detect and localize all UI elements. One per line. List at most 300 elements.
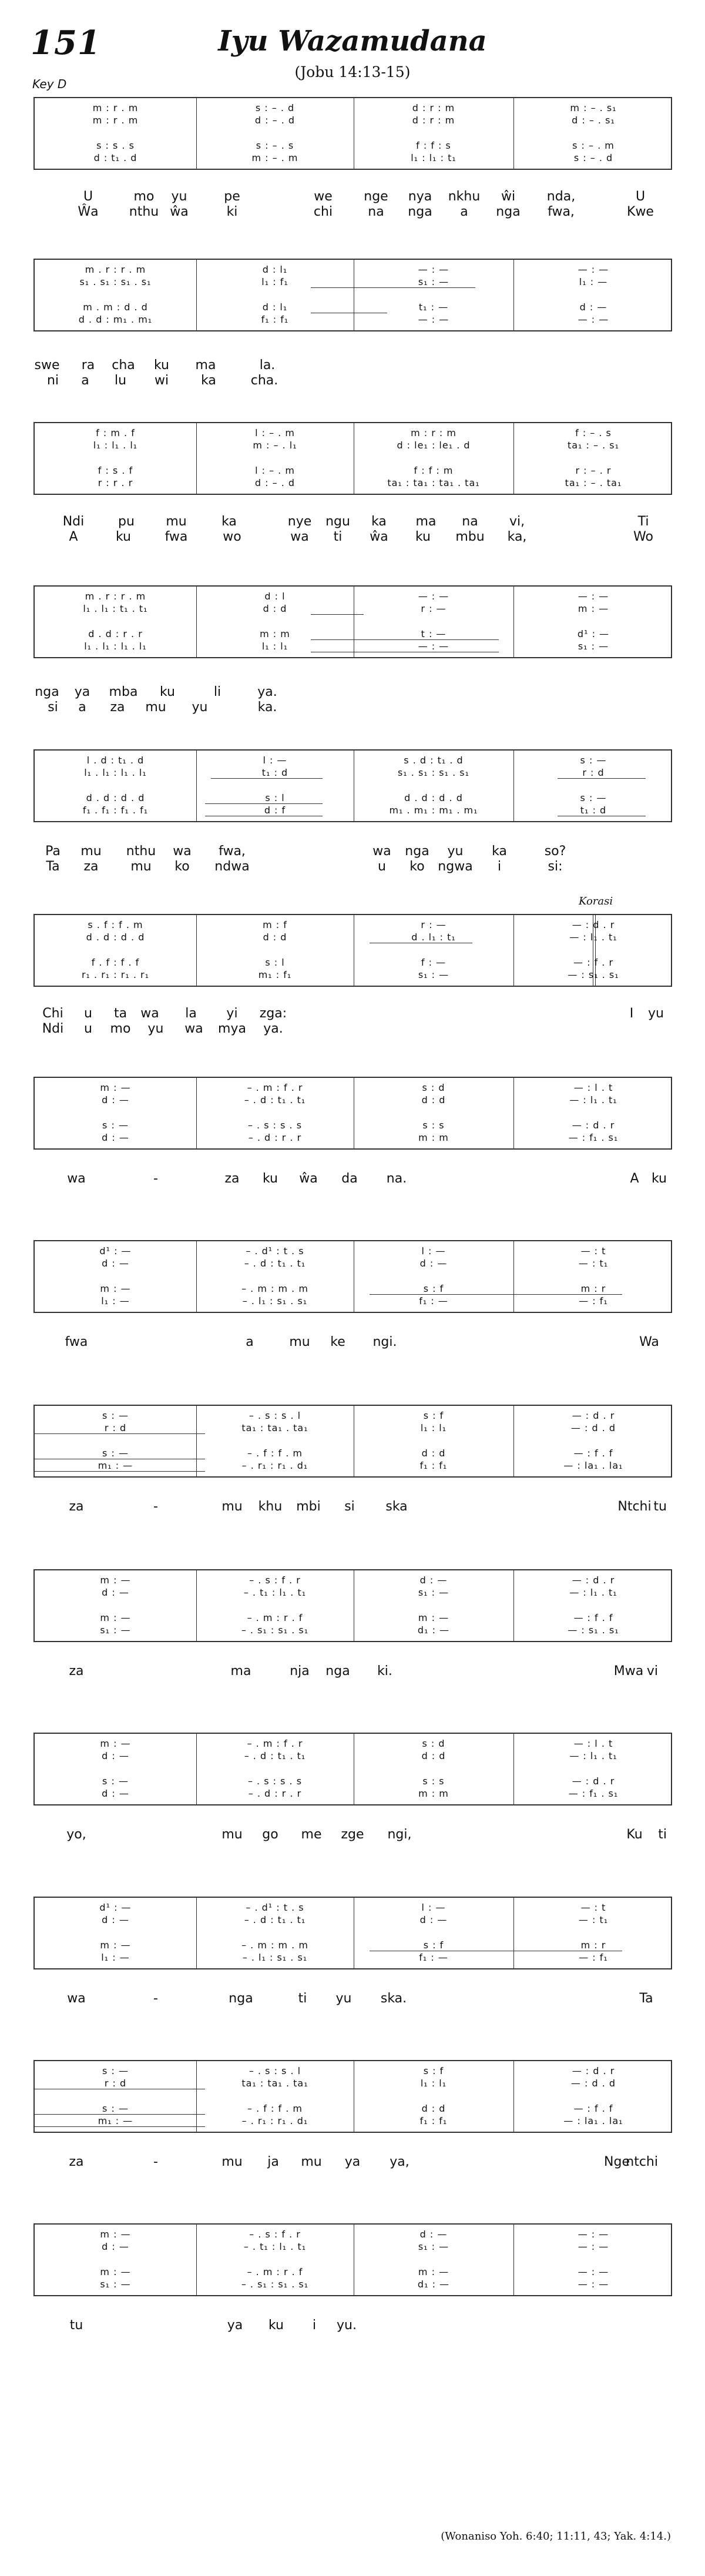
lyric-syllable: ka, [507,530,527,544]
bar-notes: — : d . r [572,919,615,930]
lyric-syllable: yu [192,700,208,715]
bar-notes: — : l₁ . t₁ [569,1587,617,1598]
lyric-syllable: za [110,700,125,715]
bar-notes: — : t₁ [578,1258,609,1269]
voice-row [35,1737,671,1750]
bar-notes: m . r : r . m [85,591,146,602]
bar-notes: – . s : f . r [249,2229,301,2240]
lyric-syllable: ta [113,1006,127,1021]
lyric-syllable: A [69,530,78,544]
voice-row [35,439,671,452]
lyric-syllable: ka [221,514,237,529]
lyric-line [0,189,705,205]
bar-notes: ta₁ : – . s₁ [567,440,620,451]
lyric-line [0,859,705,875]
lyric-syllable: ti [333,530,343,544]
lyric-line [0,1334,705,1351]
lyric-syllable: - [153,1991,158,2006]
bar-notes: s₁ . s₁ : s₁ . s₁ [397,767,470,778]
lyric-syllable: ki [226,205,238,219]
lyric-syllable: ngi, [387,1827,412,1842]
staff-box [33,259,672,331]
bar-notes: s : – . d [255,102,295,113]
lyric-syllable: da [341,1171,358,1186]
lyric-syllable: nya [408,189,432,204]
bar-notes: m₁ : — [98,2115,133,2126]
lyric-line [0,699,705,716]
bar-notes: d . d : d . d [86,792,145,803]
bar-notes: m : — [100,1575,131,1586]
bar-notes: — : s₁ . s₁ [568,1624,619,1636]
staff-box [33,1240,672,1313]
voice-row [35,1586,671,1599]
bar-notes: s₁ : — [418,2241,449,2252]
bar-notes: — : f . f [573,1448,613,1459]
bar-notes: d : – . s₁ [572,115,615,126]
lyric-syllable: nthu [129,205,159,219]
bar-notes: l : — [263,755,287,766]
bar-notes: d : — [102,2241,129,2252]
bar-notes: d : le₁ : le₁ . d [397,440,471,451]
bar-notes: t₁ : d [580,805,607,816]
lyric-line [0,684,705,701]
bar-notes: s : d [422,1738,445,1749]
key-signature: Key D [32,77,67,91]
bar-notes: m : – . s₁ [570,102,617,113]
lyric-syllable: Pa [45,844,61,859]
bar-notes: s : l [265,792,285,803]
bar-notes: — : la₁ . la₁ [563,1460,623,1471]
lyric-syllable: ka [371,514,387,529]
bar-notes: m . m : d . d [83,302,148,313]
staff-box [33,1077,672,1150]
voice-row [35,766,671,779]
staff-box [33,1897,672,1969]
bar-notes: – . d : t₁ . t₁ [244,1914,306,1925]
lyric-syllable: na. [386,1171,407,1186]
bar-notes: – . s₁ : s₁ . s₁ [241,1624,309,1636]
lyric-syllable: ya. [263,1021,283,1036]
lyric-syllable: u [378,859,386,874]
bar-notes: — : f₁ . s₁ [568,1132,619,1143]
lyric-syllable: a [246,1335,254,1349]
lyric-syllable: ku [115,530,132,544]
bar-notes: – . s : s . l [249,2065,301,2076]
lyric-syllable: ska [385,1499,408,1514]
lyric-syllable: nga [405,844,429,859]
lyric-syllable: wa [67,1991,86,2006]
bar-notes: l : — [421,1245,446,1257]
bar-notes: s : — [102,1410,129,1421]
slur-line [387,287,475,288]
bar-notes: d¹ : — [99,1245,132,1257]
bar-notes: – . m : f . r [247,1082,303,1093]
bar-notes: f₁ . f₁ : f₁ . f₁ [82,805,149,816]
bar-notes: m : r . m [92,115,139,126]
bar-notes: l₁ : — [579,276,608,287]
bar-notes: – . d : t₁ . t₁ [244,1258,306,1269]
bar-notes: — : d . r [572,1776,615,1787]
bar-notes: – . t₁ : l₁ . t₁ [243,1587,307,1598]
bar-notes: d : — [102,1258,129,1269]
bar-notes: s : s . s [96,140,135,151]
lyric-syllable: ma [230,1664,251,1679]
lyric-syllable: za [69,2155,84,2169]
lyric-syllable: ntchi [626,2155,658,2169]
slur-line [35,2114,205,2115]
bar-notes: r : d [104,2078,127,2089]
staff-box [33,2060,672,2133]
bar-notes: — : t [580,1245,606,1257]
lyric-syllable: ko [409,859,425,874]
voice-row [35,464,671,477]
voice-row [35,301,671,314]
lyric-syllable: ka. [257,700,277,715]
lyric-syllable: fwa, [548,205,575,219]
bar-notes: m : r . m [92,102,139,113]
bar-notes: s : – . d [573,152,613,163]
lyric-syllable: si: [548,859,563,874]
bar-notes: — : l₁ . t₁ [569,1750,617,1761]
lyric-syllable: U [83,189,93,204]
bar-notes: m : — [100,1283,131,1294]
bar-notes: l₁ : l₁ . l₁ [93,440,138,451]
bar-notes: m . r : r . m [85,264,146,275]
lyric-syllable: nga [408,205,432,219]
staff-box [33,97,672,170]
lyric-syllable: - [153,2155,158,2169]
bar-notes: ta₁ : – . ta₁ [565,477,622,488]
lyric-syllable: ya. [257,685,277,699]
bar-notes: f . f : f . f [91,957,140,968]
bar-notes: l₁ : — [101,1295,130,1307]
lyric-syllable: nga [229,1991,253,2006]
bar-notes: s : — [102,2065,129,2076]
lyric-syllable: mbu [455,530,485,544]
bar-notes: m : m [418,1132,449,1143]
bar-notes: d . d : r . r [88,628,143,639]
lyric-syllable: nthu [126,844,156,859]
lyric-syllable: Ŵa [78,205,99,219]
bar-notes: d : — [102,1914,129,1925]
bar-notes: l₁ : l₁ : t₁ [411,152,456,163]
bar-notes: f : f : s [416,140,451,151]
slur-line [311,614,364,615]
lyric-syllable: mu [221,1499,243,1514]
lyric-syllable: wa [372,844,391,859]
bar-notes: f₁ : f₁ [419,1460,448,1471]
bar-notes: m : — [100,2266,131,2277]
voice-row [35,1939,671,1952]
bar-notes: m : r [580,1283,606,1294]
bar-notes: – . d : r . r [248,1132,302,1143]
bar-notes: r : — [421,603,446,614]
bar-notes: d : d [421,1094,446,1106]
voice-row [35,1119,671,1132]
voice-row [35,1612,671,1624]
lyric-syllable: i [497,859,502,874]
lyric-syllable: yi [226,1006,238,1021]
lyric-syllable: go [262,1827,278,1842]
staff-box [33,1733,672,1805]
lyric-syllable: ku [153,358,170,373]
voice-row [35,1775,671,1788]
bar-notes: — : — [578,314,609,325]
voice-row [35,1447,671,1460]
bar-notes: f₁ : — [419,1295,448,1307]
bar-notes: m : — [418,2266,449,2277]
lyric-syllable: cha [112,358,135,373]
lyric-syllable: ya [227,2318,243,2333]
bar-notes: m : — [578,603,609,614]
lyric-syllable: nge [364,189,388,204]
lyric-syllable: Wo [633,530,653,544]
bar-notes: – . m : f . r [247,1738,303,1749]
lyric-syllable: fwa [65,1335,88,1349]
bar-notes: m : r : m [411,427,456,438]
bar-notes: — : d . r [572,1410,615,1421]
bar-notes: d : — [102,1094,129,1106]
bar-notes: — : la₁ . la₁ [563,2115,623,2126]
lyric-syllable: yu [147,1021,164,1036]
bar-notes: – . m : r . f [247,1612,303,1623]
voice-row [35,263,671,276]
lyric-syllable: ŵa [299,1171,318,1186]
bar-notes: — : — [578,2241,609,2252]
slur-line [35,2126,205,2127]
lyric-syllable: nda, [546,189,576,204]
bar-notes: – . t₁ : l₁ . t₁ [243,2241,307,2252]
bar-notes: d : f [264,805,286,816]
lyric-syllable: yu [335,1991,352,2006]
voice-row [35,1750,671,1763]
bar-notes: l₁ . l₁ : l₁ . l₁ [84,767,147,778]
bar-notes: r : r . r [98,477,133,488]
voice-row [35,313,671,326]
lyric-syllable: a [78,700,86,715]
lyric-syllable: Ndi [62,514,85,529]
bar-notes: d₁ : — [417,2279,450,2290]
bar-notes: d : — [102,1788,129,1799]
footer-references: (Wonaniso Yoh. 6:40; 11:11, 43; Yak. 4:14.) [441,2530,671,2542]
lyric-syllable: wo [223,530,241,544]
lyric-syllable: ku [159,685,176,699]
bar-notes: d : l₁ [262,302,288,313]
bar-notes: m : — [100,2229,131,2240]
lyric-syllable: za [224,1171,240,1186]
bar-notes: s . f : f . m [88,919,143,930]
lyric-syllable: - [153,1171,158,1186]
bar-notes: — : s₁ . s₁ [568,969,619,980]
bar-notes: d : r : m [412,115,455,126]
voice-row [35,1574,671,1587]
voice-row [35,628,671,641]
lyric-syllable: ka [201,373,216,388]
lyric-syllable: nga [325,1664,350,1679]
bar-notes: — : l₁ . t₁ [569,932,617,943]
bar-notes: l₁ . l₁ : l₁ . l₁ [84,641,147,652]
lyric-syllable: nga [496,205,521,219]
bar-notes: – . m : m . m [241,1939,308,1951]
bar-notes: s : – . m [572,140,615,151]
bar-notes: d : — [579,302,607,313]
bar-notes: d : d [421,2103,446,2114]
bar-notes: – . d : t₁ . t₁ [244,1750,306,1761]
lyric-syllable: we [314,189,333,204]
lyric-syllable: i [312,2318,317,2333]
slur-line [311,639,499,640]
lyric-syllable: wa [290,530,309,544]
lyric-syllable: ma [415,514,437,529]
bar-notes: d . d : d . d [86,932,145,943]
voice-row [35,2115,671,2128]
bar-notes: r : d [104,1422,127,1433]
bar-notes: m₁ : f₁ [258,969,292,980]
lyric-syllable: ra [81,358,95,373]
bar-notes: l₁ : f₁ [261,276,288,287]
bar-notes: — : f . f [573,1612,613,1623]
bar-notes: – . l₁ : s₁ . s₁ [242,1295,308,1307]
lyric-syllable: yo, [66,1827,86,1842]
bar-notes: d₁ : — [417,1624,450,1636]
bar-notes: s : f [423,1939,444,1951]
bar-notes: — : — [578,2266,609,2277]
lyric-syllable: ya, [390,2155,409,2169]
voice-row [35,1787,671,1800]
bar-notes: – . s : s . l [249,1410,301,1421]
lyric-syllable: Ti [637,514,649,529]
lyric-syllable: Ndi [42,1021,64,1036]
bar-notes: f : f : m [414,465,454,476]
bar-notes: – . s₁ : s₁ . s₁ [241,2279,309,2290]
bar-notes: s₁ : — [418,1587,449,1598]
bar-notes: — : — [418,314,449,325]
bar-notes: – . m : r . f [247,2266,303,2277]
lyric-syllable: swe [34,358,60,373]
bar-notes: m : — [100,1738,131,1749]
staff-box [33,914,672,987]
bar-notes: f : – . s [575,427,612,438]
bar-notes: s : — [580,792,607,803]
bar-notes: – . s : s . s [247,1120,303,1131]
voice-row [35,1914,671,1927]
bar-notes: – . d : t₁ . t₁ [244,1094,306,1106]
bar-notes: — : d . r [572,1575,615,1586]
lyric-syllable: yu [447,844,464,859]
lyric-syllable: wa [184,1021,203,1036]
bar-notes: s : — [102,1448,129,1459]
lyric-syllable: si [48,700,58,715]
lyric-syllable: a [460,205,468,219]
voice-row [35,640,671,653]
lyric-syllable: mu [80,844,102,859]
section-label: Korasi [579,895,613,907]
lyric-syllable: a [81,373,89,388]
bar-notes: d : d [263,603,287,614]
bar-notes: s₁ : — [100,2279,131,2290]
lyric-syllable: U [635,189,646,204]
bar-notes: — : f₁ . s₁ [568,1788,619,1799]
lyric-line [0,1827,705,1843]
bar-notes: d : d [263,932,287,943]
slur-line [35,1433,205,1434]
lyric-syllable: ku [268,2318,284,2333]
bar-notes: — : — [578,591,609,602]
lyric-syllable: Ta [46,859,60,874]
bar-notes: l₁ : l₁ [261,641,288,652]
lyric-line [0,373,705,389]
lyric-syllable: mu [130,859,152,874]
lyric-syllable: mu [289,1335,310,1349]
bar-notes: — : — [578,2279,609,2290]
bar-notes: r : — [421,919,446,930]
lyric-syllable: mu [301,2155,322,2169]
bar-notes: m : – . l₁ [253,440,297,451]
bar-notes: l : — [421,1902,446,1913]
bar-notes: d : t₁ . d [93,152,137,163]
voice-row [35,1459,671,1472]
bar-notes: m : r [580,1939,606,1951]
bar-notes: t₁ : d [261,767,288,778]
bar-notes: — : f . f [573,2103,613,2114]
bar-notes: s : — [102,2103,129,2114]
voice-row [35,1295,671,1308]
lyric-syllable: Mwa [613,1664,644,1679]
scripture-reference: (Jobu 14:13-15) [294,63,411,81]
lyric-syllable: tu [69,2318,83,2333]
voice-row [35,1624,671,1637]
staff-box [33,1569,672,1642]
lyric-syllable: Ntchi [617,1499,652,1514]
lyric-syllable: A [630,1171,639,1186]
lyric-line [0,1171,705,1187]
bar-notes: — : d . d [570,2078,616,2089]
lyric-syllable: fwa [164,530,188,544]
bar-notes: – . d : r . r [248,1788,302,1799]
bar-notes: — : — [418,641,449,652]
voice-row [35,919,671,932]
bar-notes: – . l₁ : s₁ . s₁ [242,1952,308,1963]
lyric-syllable: ŵa [370,530,388,544]
bar-notes: d : l₁ [262,264,288,275]
lyric-syllable: pe [224,189,240,204]
lyric-syllable: Kwe [627,205,654,219]
staff-box [33,585,672,658]
bar-notes: f₁ : f₁ [419,2115,448,2126]
bar-notes: f₁ : f₁ [261,314,289,325]
lyric-syllable: wa [173,844,192,859]
slur-line [311,287,387,288]
bar-notes: d : – . d [254,477,296,488]
voice-row [35,1901,671,1914]
bar-notes: d : r : m [412,102,455,113]
lyric-syllable: li [213,685,221,699]
bar-notes: m : — [100,1612,131,1623]
slur-line [205,803,323,804]
bar-notes: m : — [100,1939,131,1951]
bar-notes: d : – . d [254,115,296,126]
bar-notes: – . d¹ : t . s [246,1245,304,1257]
bar-notes: ta₁ : ta₁ . ta₁ [241,2078,308,2089]
bar-notes: d : — [419,2229,448,2240]
bar-notes: m : f [263,919,287,930]
voice-row [35,792,671,805]
lyric-syllable: lu [114,373,127,388]
lyric-syllable: na [368,205,384,219]
lyric-syllable: mya [218,1021,246,1036]
lyric-syllable: la [185,1006,197,1021]
voice-row [35,602,671,615]
